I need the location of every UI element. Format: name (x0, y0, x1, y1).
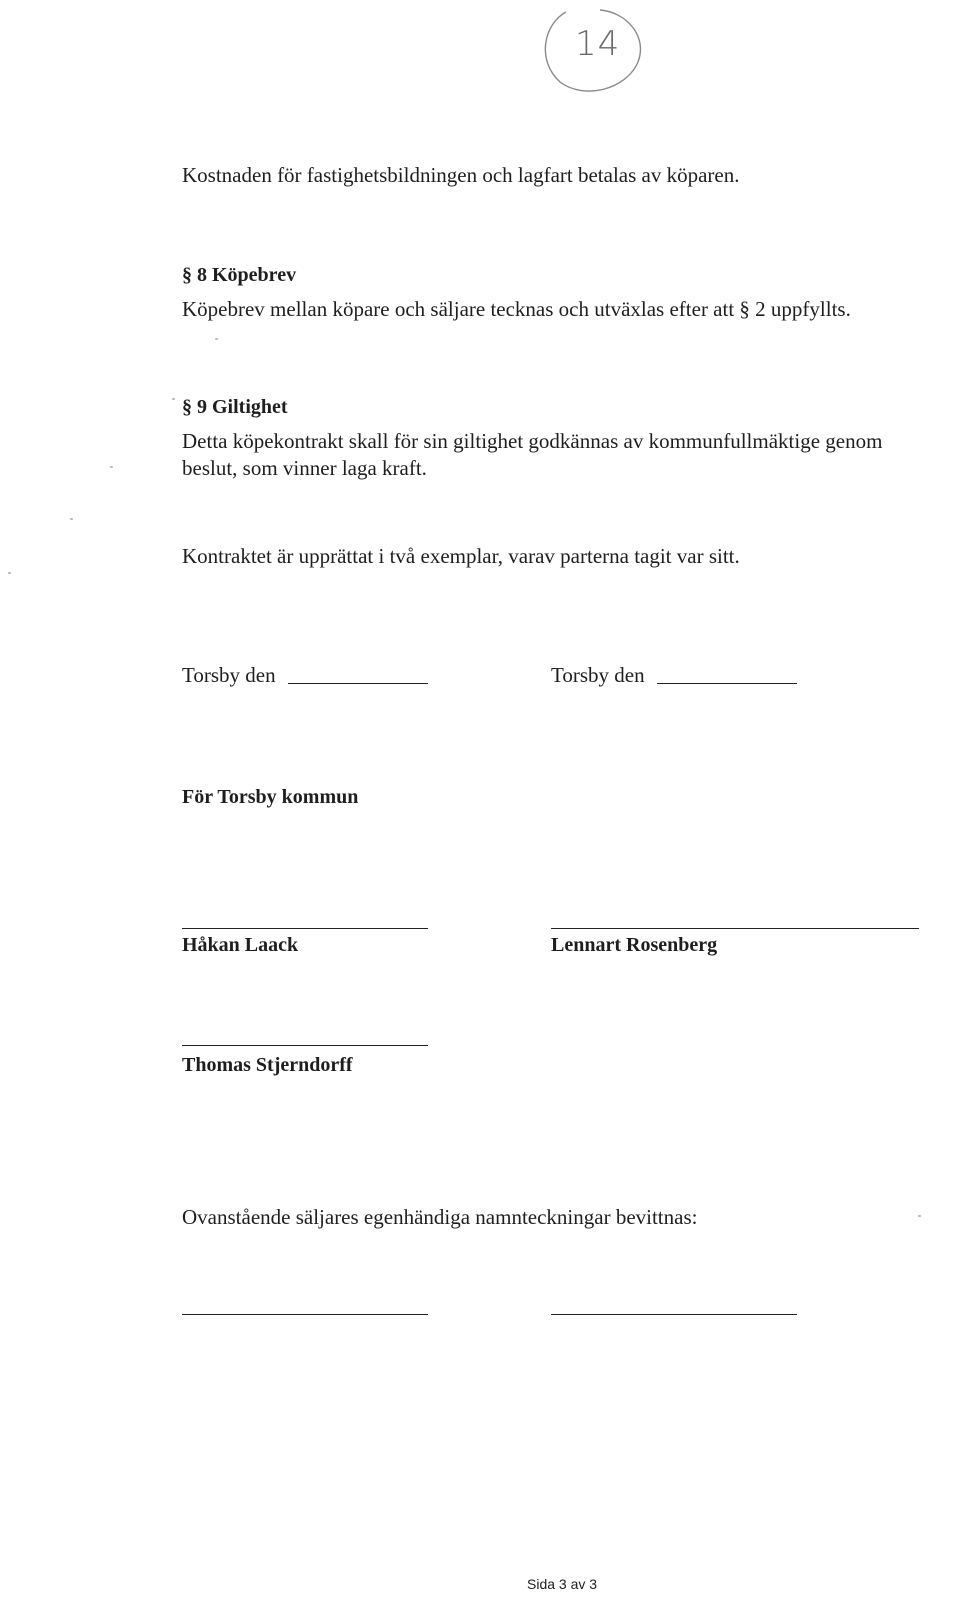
page-footer: Sida 3 av 3 (527, 1576, 598, 1592)
scan-speck (172, 398, 175, 400)
signature-line-3 (182, 1045, 428, 1046)
signatory-name-1: Håkan Laack (182, 934, 299, 956)
section-8-heading: § 8 Köpebrev (182, 264, 297, 286)
signature-line-2 (551, 928, 919, 929)
date-line-left (288, 683, 428, 684)
section-8-text: Köpebrev mellan köpare och säljare tecknas och utväxlas efter att § 2 uppfyllts. (182, 297, 851, 321)
scan-speck (8, 572, 11, 574)
signatory-name-2: Lennart Rosenberg (551, 934, 718, 956)
signatory-name-3: Thomas Stjerndorff (182, 1054, 353, 1076)
paragraph-costs: Kostnaden för fastighetsbildningen och lagfart betalas av köparen. (182, 163, 740, 187)
witness-paragraph: Ovanstående säljares egenhändiga namnteckningar bevittnas: (182, 1205, 698, 1229)
section-9-text-line-1: Detta köpekontrakt skall för sin giltighet godkännas av kommunfullmäktige genom (182, 429, 883, 453)
witness-line-1 (182, 1314, 428, 1315)
section-9-heading: § 9 Giltighet (182, 396, 288, 418)
scan-speck (70, 518, 73, 520)
party-heading: För Torsby kommun (182, 786, 359, 808)
scan-speck (918, 1215, 921, 1217)
scan-speck (215, 338, 218, 340)
paragraph-copies: Kontraktet är upprättat i två exemplar, varav parterna tagit var sitt. (182, 544, 740, 568)
witness-line-2 (551, 1314, 797, 1315)
date-line-right (657, 683, 797, 684)
signature-line-1 (182, 928, 428, 929)
place-date-right: Torsby den (551, 663, 645, 687)
place-date-left: Torsby den (182, 663, 276, 687)
scan-speck (110, 466, 113, 468)
section-9-text-line-2: beslut, som vinner laga kraft. (182, 456, 427, 480)
handwritten-page-number-text: 14 (575, 24, 621, 64)
